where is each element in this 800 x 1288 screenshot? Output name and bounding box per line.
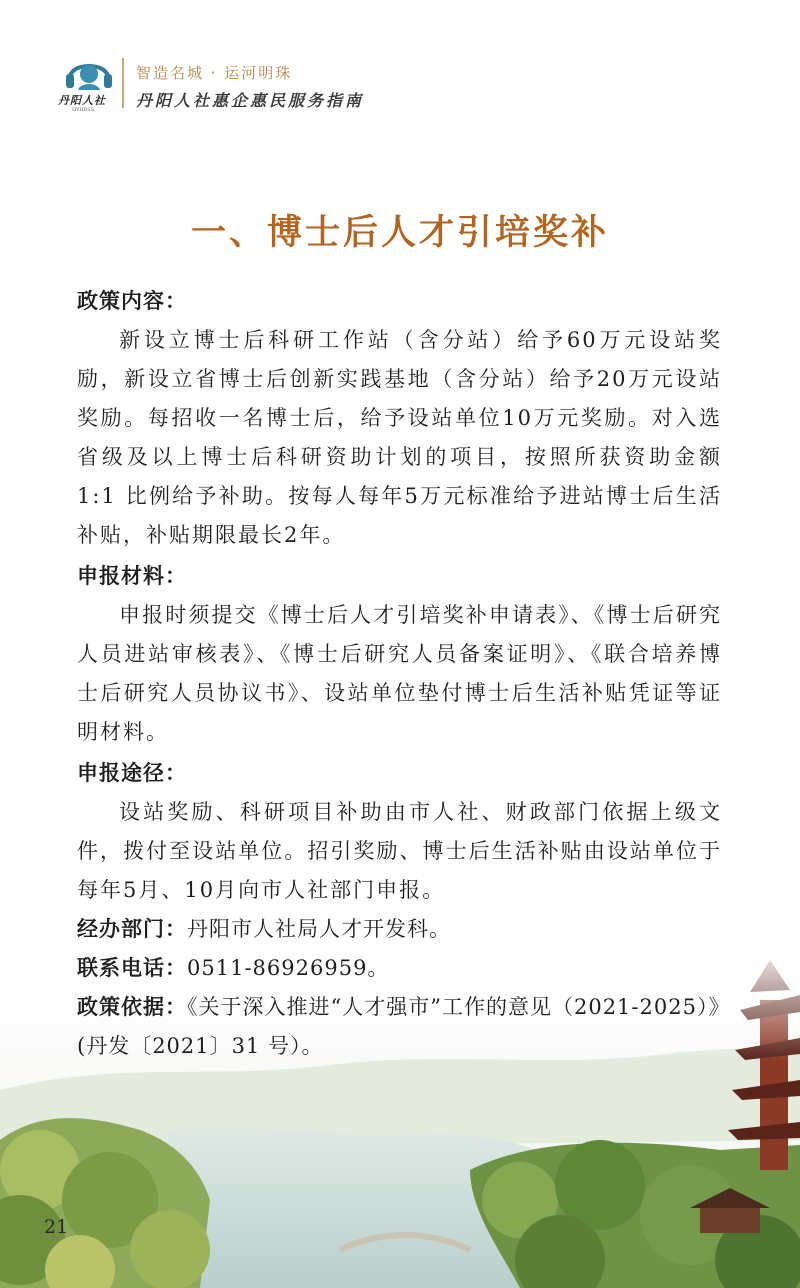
- logo-text: 丹阳人社: [58, 94, 106, 107]
- channel-heading: 申报途径：: [77, 761, 187, 785]
- materials-text: 申报时须提交《博士后人才引培奖补申请表》、《博士后研究人员进站审核表》、《博士后研究人员备案证明》、《联合培养博士后研究人员协议书》、设站单位垫付博士后生活补贴凭证等证明材料。: [77, 603, 722, 744]
- header-divider: [122, 58, 124, 108]
- header-subtitle: 丹阳人社惠企惠民服务指南: [136, 91, 365, 110]
- phone-line: [77, 949, 722, 988]
- channel-text: 设站奖励、科研项目补助由市人社、财政部门依据上级文件，拨付至设站单位。招引奖励、博士后生活补贴由设站单位于每年5月、10月向市人社部门申报。: [77, 800, 722, 902]
- phone-label: 联系电话：: [77, 956, 187, 980]
- policy-heading: 政策内容：: [77, 289, 187, 313]
- basis-line: [77, 988, 722, 1066]
- content-body: [77, 280, 722, 1066]
- materials-heading: 申报材料：: [77, 564, 187, 588]
- dept-label: 经办部门：: [77, 917, 187, 941]
- dept-value: 丹阳市人社局人才开发科。: [187, 917, 451, 941]
- header-slogan: 智造名城 · 运河明珠: [136, 64, 293, 82]
- page-title: 一、博士后人才引培奖补: [190, 213, 609, 253]
- logo-subtext: DYHRSS: [72, 107, 95, 113]
- page-number: 21: [44, 1216, 69, 1238]
- basis-label: 政策依据：: [77, 995, 187, 1019]
- policy-text: 新设立博士后科研工作站（含分站）给予60万元设站奖励，新设立省博士后创新实践基地（含分站）给予20万元设站奖励。每招收一名博士后，给予设站单位10万元奖励。对入选省级及以上博士后科研资助计划的项目，按照所获资助金额 1:1 比例给予补助。按每人每年5万元标准给予进站博士后生活补贴，补贴期限最长2年。: [77, 328, 722, 547]
- basis-value: 《关于深入推进“人才强市”工作的意见（2021-2025）》(丹发〔2021〕31 号）。: [77, 995, 720, 1058]
- dept-line: [77, 910, 722, 949]
- phone-value: 0511-86926959。: [187, 956, 390, 980]
- header: [60, 52, 760, 122]
